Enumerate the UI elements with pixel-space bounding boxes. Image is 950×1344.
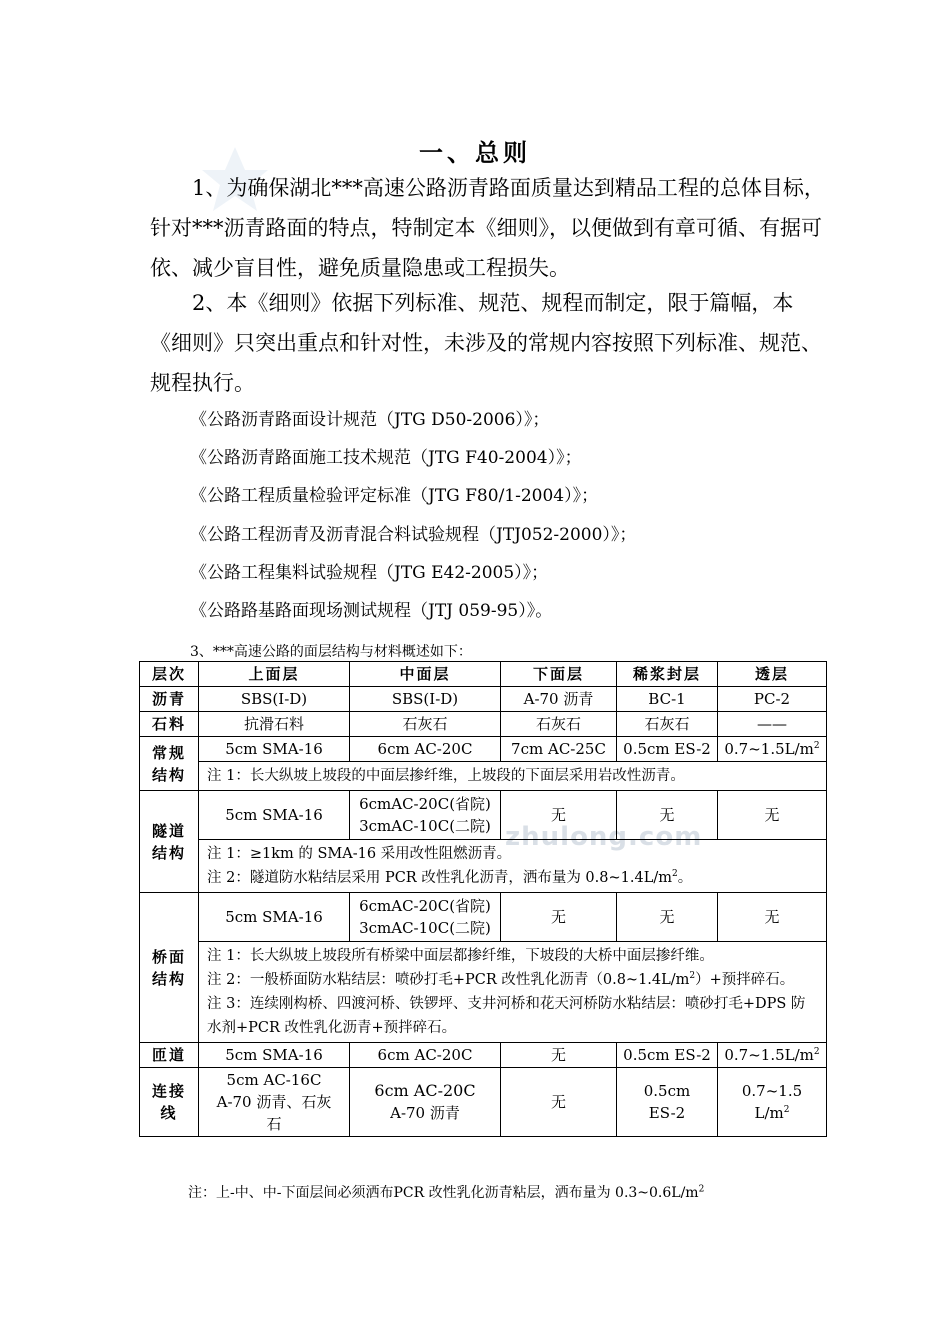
- standard-item: 《公路工程沥青及沥青混合料试验规程（JTJ052-2000）》；: [190, 525, 637, 545]
- table-note-row: [140, 840, 827, 893]
- table-cell: 7cm AC-25C: [501, 737, 617, 762]
- row-header: 常规 结构: [140, 737, 199, 791]
- table-cell: 5cm AC-16C A-70 沥青、石灰 石: [199, 1068, 350, 1137]
- table-cell: A-70 沥青: [501, 687, 617, 712]
- row-header: 沥青: [140, 687, 199, 712]
- table-cell: 0.5cm ES-2: [617, 1068, 718, 1137]
- pavement-structure-table: [139, 661, 827, 1137]
- table-cell: 石灰石: [617, 712, 718, 737]
- table-cell: 5cm SMA-16: [199, 893, 350, 942]
- table-cell: 抗滑石料: [199, 712, 350, 737]
- header-cell: 稀浆封层: [617, 662, 718, 687]
- table-cell: 5cm SMA-16: [199, 791, 350, 840]
- table-cell: 无: [718, 791, 827, 840]
- table-row: [140, 712, 827, 737]
- table-cell: 5cm SMA-16: [199, 1043, 350, 1068]
- table-cell: BC-1: [617, 687, 718, 712]
- table-row: [140, 791, 827, 840]
- table-cell: 石灰石: [350, 712, 501, 737]
- table-note-row: [140, 762, 827, 791]
- table-cell: $0.7\sim 1.5L/m^2$: [718, 737, 827, 762]
- table-caption: 3、***高速公路的面层结构与材料概述如下：: [190, 644, 472, 660]
- table-note: 注 1：长大纵坡上坡段所有桥梁中面层都掺纤维，下坡段的大桥中面层掺纤维。 注 2：一般桥面防水粘结层：喷砂打毛+PCR 改性乳化沥青$(0.8\sim 1.4L/m^2)+$预拌碎石。 注 3：连续刚构桥、四渡河桥、铁锣坪、支井河桥和花天河桥防水粘结层：喷砂打毛+DPS 防水剂+PCR 改性乳化沥青+预拌碎石。: [199, 942, 827, 1043]
- table-cell: 0.5cm ES-2: [617, 737, 718, 762]
- table-cell: SBS(I-D): [199, 687, 350, 712]
- row-header: 匝道: [140, 1043, 199, 1068]
- table-cell: $0.7\sim 1.5L/m^2$: [718, 1043, 827, 1068]
- table-cell: 无: [501, 1068, 617, 1137]
- table-row: [140, 687, 827, 712]
- header-cell: 下面层: [501, 662, 617, 687]
- table-cell: 6cmAC-20C(省院) 3cmAC-10C(二院): [350, 893, 501, 942]
- table-footnote: 注：上-中、中-下面层间必须洒布PCR 改性乳化沥青粘层，洒布量为 $0.3\sim 0.6L/m^2$: [188, 1184, 705, 1201]
- watermark-text: zhulong.com: [505, 822, 703, 852]
- row-header: 连接 线: [140, 1068, 199, 1137]
- table-cell: SBS(I-D): [350, 687, 501, 712]
- table-cell: 无: [617, 893, 718, 942]
- standard-item: 《公路工程质量检验评定标准（JTG F80/1-2004）》；: [190, 486, 599, 506]
- table-cell: 无: [617, 791, 718, 840]
- table-header-row: [140, 662, 827, 687]
- header-cell: 透层: [718, 662, 827, 687]
- row-header: 隧道 结构: [140, 791, 199, 893]
- header-cell: 中面层: [350, 662, 501, 687]
- table-cell: 5cm SMA-16: [199, 737, 350, 762]
- table-cell: 6cm AC-20C: [350, 737, 501, 762]
- header-cell: 上面层: [199, 662, 350, 687]
- standard-item: 《公路路基路面现场测试规程（JTJ 059-95）》。: [190, 601, 553, 621]
- standard-item: 《公路工程集料试验规程（JTG E42-2005）》；: [190, 563, 549, 583]
- table-note-row: [140, 942, 827, 1043]
- table-cell: 无: [501, 893, 617, 942]
- table-note: 注 1：长大纵坡上坡段的中面层掺纤维，上坡段的下面层采用岩改性沥青。: [199, 762, 827, 791]
- standard-item: 《公路沥青路面施工技术规范（JTG F40-2004）》；: [190, 448, 582, 468]
- paragraph-1: 1、为确保湖北***高速公路沥青路面质量达到精品工程的总体目标，针对***沥青路面的特点，特制定本《细则》，以便做到有章可循、有据可依、减少盲目性，避免质量隐患或工程损失。: [150, 176, 825, 280]
- table-row: [140, 1068, 827, 1137]
- table-cell: 石灰石: [501, 712, 617, 737]
- table-cell: 0.7~1.5 $L/m^2$: [718, 1068, 827, 1137]
- table-cell: 6cm AC-20C A-70 沥青: [350, 1068, 501, 1137]
- table-row: [140, 737, 827, 762]
- table-cell: 0.5cm ES-2: [617, 1043, 718, 1068]
- table-row: [140, 1043, 827, 1068]
- table-cell: PC-2: [718, 687, 827, 712]
- table-note: 注 1：≥1km 的 SMA-16 采用改性阻燃沥青。 注 2：隧道防水粘结层采用 PCR 改性乳化沥青，洒布量为 $0.8\sim 1.4L/m^2$。: [199, 840, 827, 893]
- table-cell: 无: [501, 1043, 617, 1068]
- table-cell: 6cm AC-20C: [350, 1043, 501, 1068]
- row-header: 石料: [140, 712, 199, 737]
- table-cell: 无: [718, 893, 827, 942]
- row-header: 桥面 结构: [140, 893, 199, 1043]
- table-cell: ——: [718, 712, 827, 737]
- header-cell: 层次: [140, 662, 199, 687]
- table-cell: 无: [501, 791, 617, 840]
- table-cell: 6cmAC-20C(省院) 3cmAC-10C(二院): [350, 791, 501, 840]
- table-row: [140, 893, 827, 942]
- paragraph-2: 2、本《细则》依据下列标准、规范、规程而制定，限于篇幅，本《细则》只突出重点和针对性，未涉及的常规内容按照下列标准、规范、规程执行。: [150, 291, 822, 395]
- section-title: 一、总则: [419, 138, 531, 167]
- standard-item: 《公路沥青路面设计规范（JTG D50-2006）》；: [190, 410, 550, 430]
